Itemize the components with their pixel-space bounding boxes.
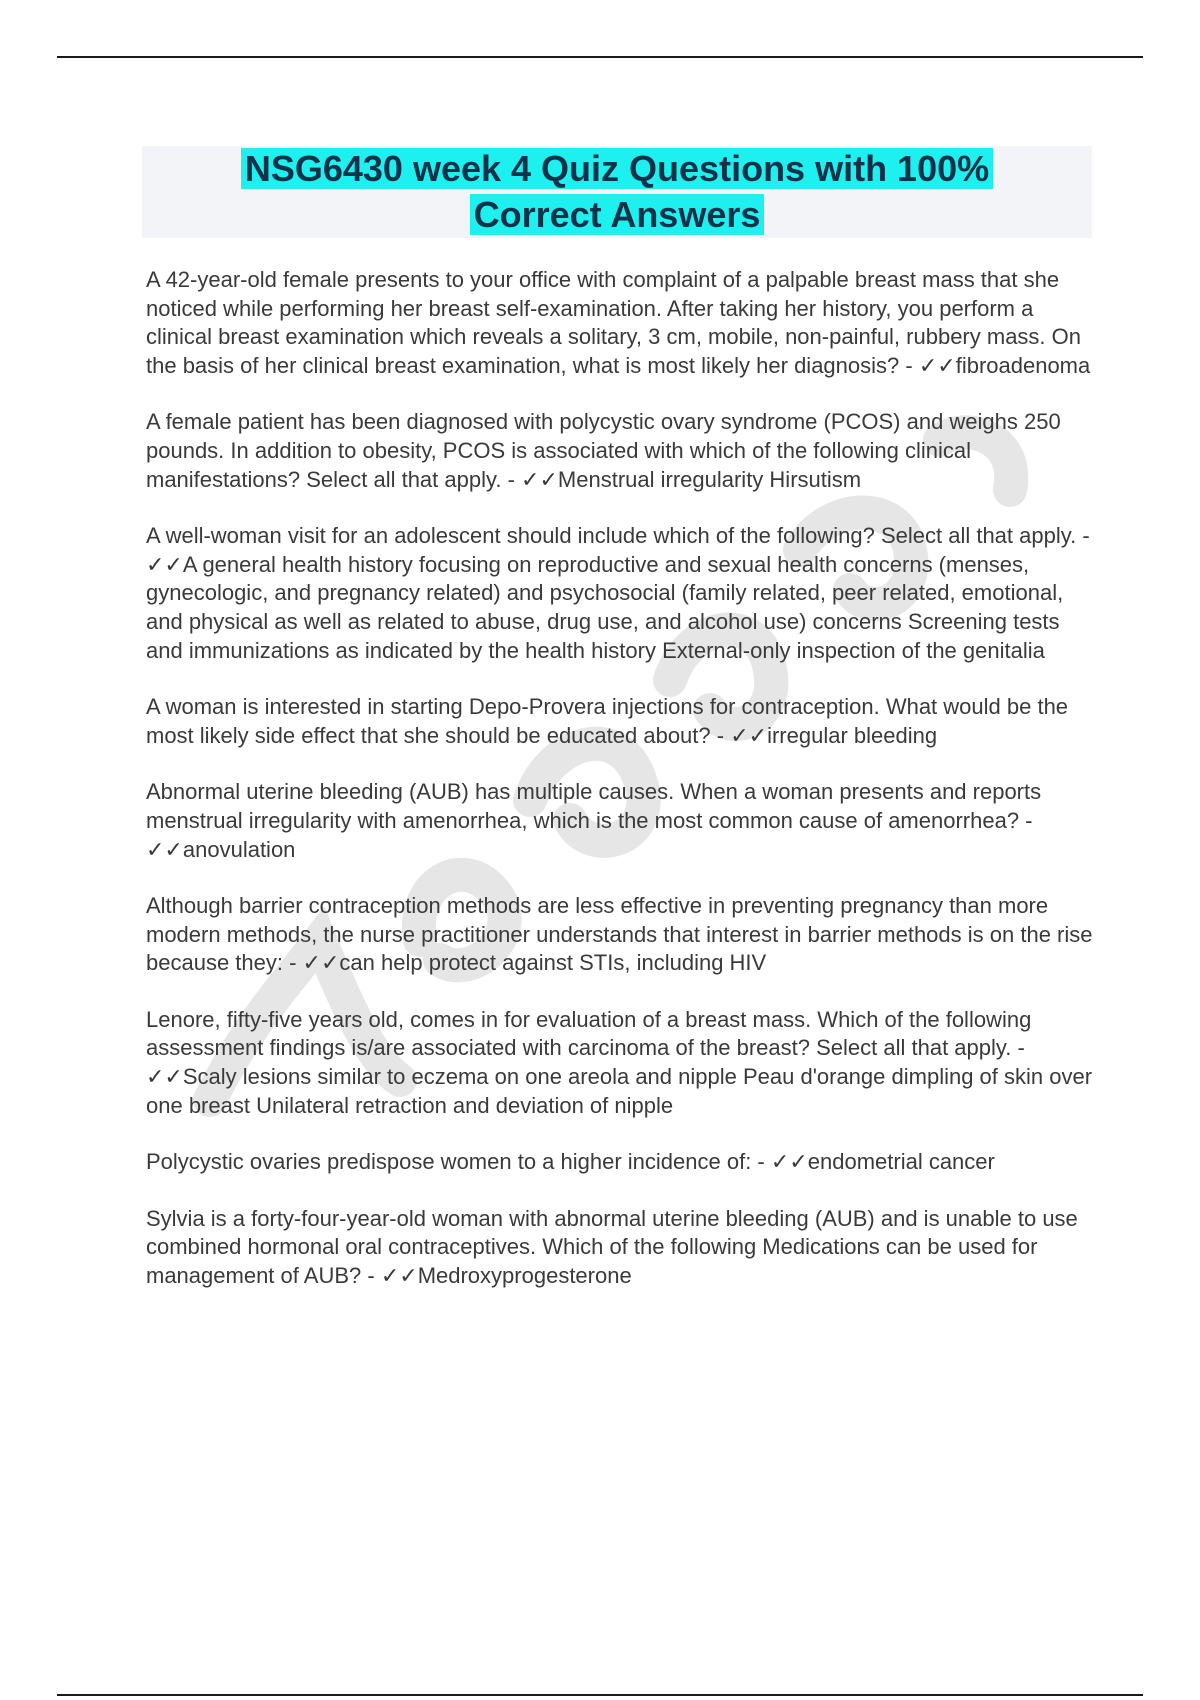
top-rule bbox=[57, 56, 1143, 58]
check-icon: ✓✓ bbox=[380, 1263, 418, 1289]
check-icon: ✓✓ bbox=[146, 836, 183, 862]
title-line-2: Correct Answers bbox=[470, 194, 765, 235]
separator: - bbox=[1011, 1035, 1025, 1061]
qa-item bbox=[146, 778, 1096, 864]
question-text: Abnormal uterine bleeding (AUB) has multiple causes. When a woman presents and reports menstrual irregularity with amenorrhea, which is the most common cause of amenorrhea? bbox=[146, 779, 1042, 833]
question-text: Sylvia is a forty-four-year-old woman with abnormal uterine bleeding (AUB) and is unable to use combined hormonal oral contraceptives. Which of the following Medications can be used for management of AUB? bbox=[146, 1205, 1078, 1289]
separator: - bbox=[501, 466, 522, 492]
separator: - bbox=[1076, 523, 1090, 549]
check-icon: ✓✓ bbox=[521, 466, 558, 492]
separator: - bbox=[751, 1149, 771, 1175]
answer-text: Menstrual irregularity Hirsutism bbox=[557, 466, 862, 492]
question-text: A woman is interested in starting Depo-Provera injections for contraception. What would be the most likely side effect that she should be educated about? bbox=[146, 694, 1069, 748]
separator: - bbox=[1019, 807, 1033, 833]
check-icon: ✓✓ bbox=[146, 1064, 183, 1090]
question-text: Polycystic ovaries predispose women to a higher incidence of: bbox=[146, 1149, 752, 1175]
qa-list bbox=[146, 266, 1096, 1319]
question-text: A female patient has been diagnosed with polycystic ovary syndrome (PCOS) and weighs 250 pounds. In addition to obesity, PCOS is associated with which of the following clinical manifestations? Select all that apply. bbox=[146, 409, 1061, 492]
page-title bbox=[187, 146, 1047, 238]
qa-item bbox=[146, 693, 1096, 750]
title-banner bbox=[142, 146, 1092, 238]
separator: - bbox=[282, 950, 303, 976]
check-icon: ✓✓ bbox=[302, 950, 340, 976]
separator: - bbox=[710, 722, 731, 748]
qa-item bbox=[146, 522, 1096, 665]
question-text: Although barrier contraception methods are less effective in preventing pregnancy than more modern methods, the nurse practitioner understands that interest in barrier methods is on the rise because they: bbox=[146, 893, 1093, 976]
answer-text: Medroxyprogesterone bbox=[417, 1263, 632, 1289]
question-text: A well-woman visit for an adolescent should include which of the following? Select all that apply. bbox=[146, 523, 1077, 549]
question-text: A 42-year-old female presents to your office with complaint of a palpable breast mass that she noticed while performing her breast self-examination. After taking her history, you perform a clinical breast examination which reveals a solitary, 3 cm, mobile, non-painful, rubbery mass. On the basis of her clinical breast examination, what is most likely her diagnosis? bbox=[146, 267, 1081, 378]
check-icon: ✓✓ bbox=[146, 551, 183, 577]
separator: - bbox=[361, 1263, 381, 1289]
answer-text: endometrial cancer bbox=[807, 1149, 995, 1175]
qa-item bbox=[146, 892, 1096, 978]
qa-item bbox=[146, 1205, 1096, 1291]
qa-item bbox=[146, 408, 1096, 494]
answer-text: A general health history focusing on reproductive and sexual health concerns (menses, gynecologic, and pregnancy related) and psychosocial (family related, peer related, emotional, and physical as well as related to abuse, drug use, and alcohol use) concerns Screening tests and immunizations as indicated by the health history External-only inspection of the genitalia bbox=[146, 551, 1064, 663]
answer-text: Scaly lesions similar to eczema on one areola and nipple Peau d'orange dimpling of skin over one breast Unilateral retraction and deviation of nipple bbox=[146, 1064, 1093, 1118]
answer-text: fibroadenoma bbox=[955, 352, 1091, 378]
check-icon: ✓✓ bbox=[770, 1149, 808, 1175]
question-text: Lenore, fifty-five years old, comes in for evaluation of a breast mass. Which of the following assessment findings is/are associated with carcinoma of the breast? Select all that apply. bbox=[146, 1006, 1032, 1061]
qa-item bbox=[146, 1006, 1096, 1120]
check-icon: ✓✓ bbox=[730, 722, 768, 748]
qa-item bbox=[146, 266, 1096, 380]
qa-item bbox=[146, 1148, 1096, 1177]
answer-text: can help protect against STIs, including HIV bbox=[339, 950, 767, 976]
answer-text: irregular bleeding bbox=[767, 722, 938, 748]
separator: - bbox=[899, 352, 919, 378]
bottom-rule bbox=[57, 1694, 1143, 1696]
title-line-1: NSG6430 week 4 Quiz Questions with 100% bbox=[241, 148, 993, 189]
check-icon: ✓✓ bbox=[918, 352, 956, 378]
answer-text: anovulation bbox=[182, 836, 296, 862]
